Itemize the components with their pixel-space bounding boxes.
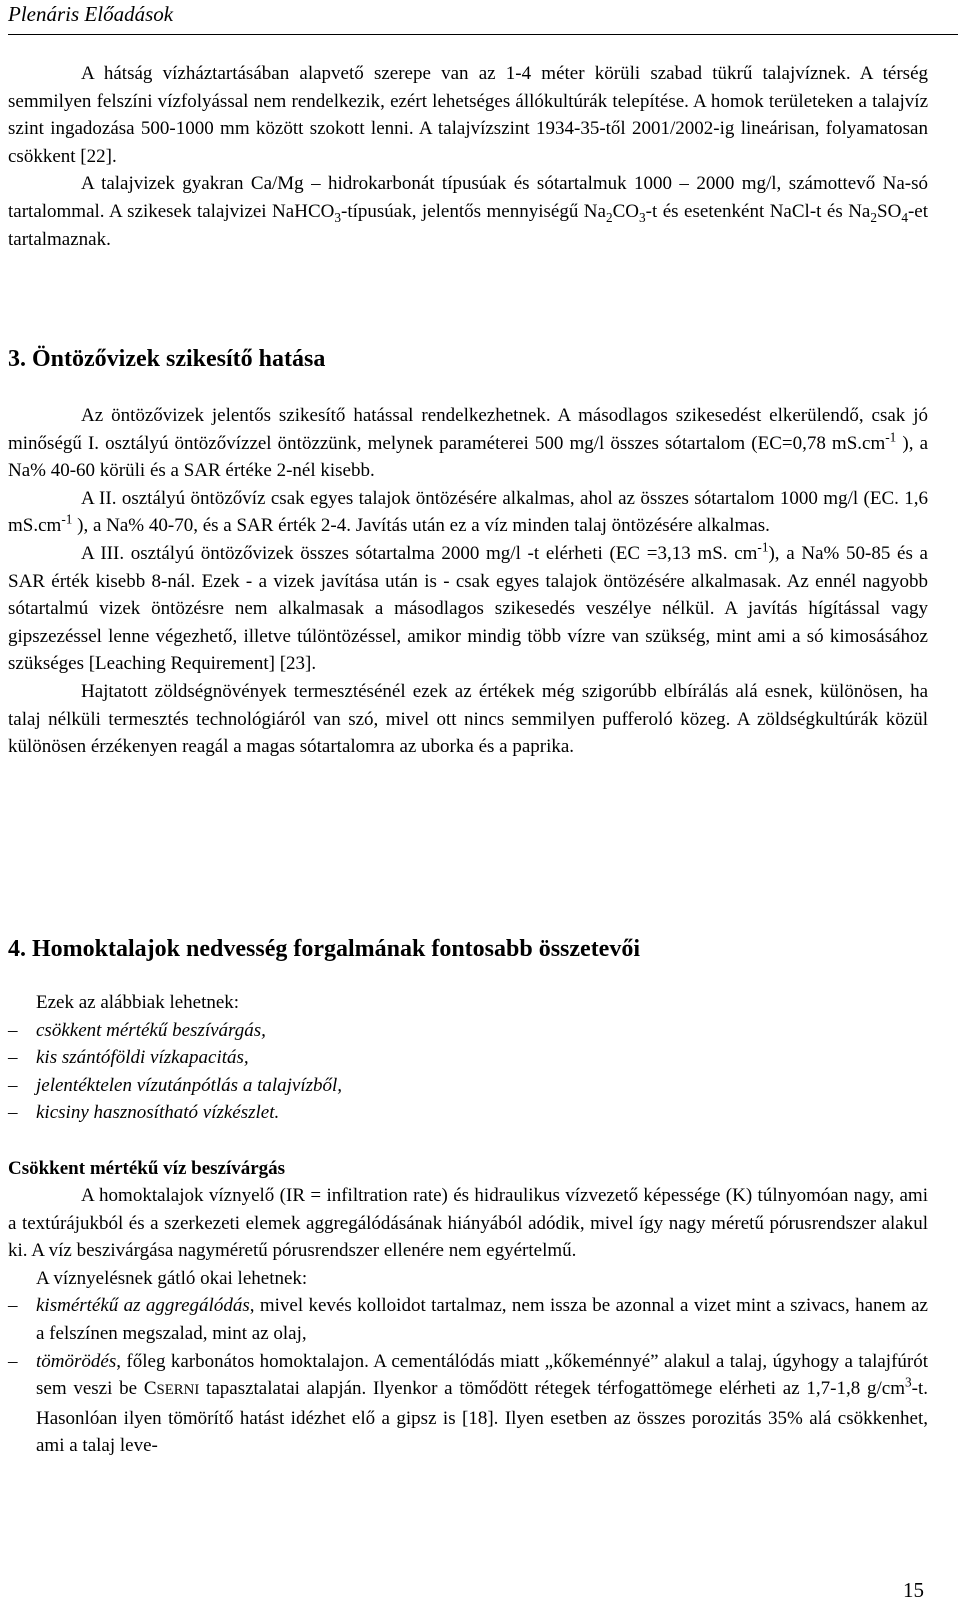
- paragraph: A talajvizek gyakran Ca/Mg – hidrokarbonát típusúak és sótartalmuk 1000 – 2000 mg/l, számottevő Na-só tartalommal. A szikesek talajvizei NaHCO$_3$-típusúak, jelentős mennyiségű $Na_2CO_3-t$ és esetenként NaCl-t és $Na_2SO_4-et$ tartalmaznak.: [8, 173, 929, 250]
- paragraph: Az öntözővizek jelentős szikesítő hatással rendelkezhetnek. A másodlagos szikesedést elkerülendő, csak jó minőségű I. osztályú öntözővízzel öntözzünk, melynek paraméterei 500 mg/l összes sótartalom (EC=0,78 $mS.cm^{-1}$ ), a Na% 40-60 körüli és a SAR értéke 2-nél kisebb.: [8, 405, 928, 482]
- subsection-heading: Csökkent mértékű víz beszívárgás: [8, 1158, 286, 1179]
- header-title: Plenáris Előadások: [8, 2, 174, 26]
- cause-list: [8, 1292, 928, 1460]
- list-item: – kicsiny hasznosítható vízkészlet.: [8, 1099, 928, 1127]
- section-3-text: [8, 402, 928, 761]
- section-heading: 4. Homoktalajok nedvesség forgalmának fontosabb összetevői: [8, 936, 641, 962]
- paragraph: Hajtatott zöldségnövények termesztésénél ezek az értékek még szigorúbb elbírálás alá esnek, különösen, ha talaj nélküli termesztés technológiáról van szó, mivel ott nincs semmilyen pufferoló közeg. A zöldségkultúrák közül különösen érzékenyen reagál a magas sótartalomra az uborka és a paprika.: [8, 680, 928, 758]
- paragraph: A hátság vízháztartásában alapvető szerepe van az 1-4 méter körüli szabad tükrű talajvíznek. A térség semmilyen felszíni vízfolyással nem rendelkezik, ezért lehetséges állókultúrák telepítése. A homok területeken a talajvíz szint ingadozása 500-1000 mm között szokott lenni. A talajvízszint 1934-35-től 2001/2002-ig lineárisan, folyamatosan csökkent [22].: [8, 63, 928, 167]
- page-header: [8, 0, 958, 35]
- paragraph: A III. osztályú öntözővizek összes sótartalma 2000 mg/l -t elérheti (EC =3,13 mS. $cm^{-1}$), a Na% 50-85 és a SAR érték kisebb 8-nál. Ezek - a vizek javítása után is - csak egyes talajok öntözésére alkalmasak. Az ennél nagyobb sótartalmú vizek öntözésre nem alkalmasak a másodlagos szikesedés veszélye nélkül. A javítás hígítással vagy gipszezéssel lenne végezhető, illetve túlöntözéssel, amikor mindig több vízre van szükség, mint ami a só kimosásához szükséges [Leaching Requirement] [23].: [8, 539, 928, 675]
- paragraph: A víznyelésnek gátló okai lehetnek:: [36, 1267, 308, 1289]
- list-intro: Ezek az alábbiak lehetnek:: [36, 992, 240, 1013]
- subsection: [8, 1155, 928, 1460]
- section-4-text: [8, 989, 928, 1127]
- section-heading: 3. Öntözővizek szikesítő hatása: [8, 346, 326, 372]
- list-item: – tömörödés, főleg karbonátos homoktalajon. A cementálódás miatt „kőkeménnyé” alakul a talaj, úgyhogy a talajfúrót sem veszi be CSERNI tapasztalatai alapján. Ilyenkor a tömődött rétegek térfogattömege elérheti az 1,7-1,8 $g/cm^3-t$. Hasonlóan ilyen tömörítő hatást idézhet elő a gipsz is [18]. Ilyen esetben az összes porozitás 35% alá csökkenhet, ami a talaj leve-: [8, 1348, 928, 1460]
- list-item: – kismértékű az aggregálódás, mivel kevés kolloidot tartalmaz, nem issza be azonnal a vizet mint a szivacs, hanem az a felszínen megszalad, mint az olaj,: [8, 1292, 928, 1347]
- list-item: – kis szántóföldi vízkapacitás,: [8, 1044, 928, 1072]
- list-item: – jelentéktelen vízutánpótlás a talajvízből,: [8, 1072, 928, 1100]
- paragraph: A homoktalajok víznyelő (IR = infiltration rate) és hidraulikus vízvezető képessége (K) túlnyomóan nagy, ami a textúrájukból és a szerkezeti elemek aggregálódásának hiányából adódik, mivel így nagy méretű pórusrendszer alakul ki. A víz beszivárgása nagyméretű pórusrendszer ellenére nem egyértelmű.: [8, 1185, 928, 1262]
- factor-list: [8, 1017, 928, 1127]
- section-3: [8, 344, 928, 374]
- section-4: [8, 934, 928, 964]
- paragraph: A II. osztályú öntözővíz csak egyes talajok öntözésére alkalmas, ahol az összes sótartalom 1000 mg/l (EC. 1,6 $mS.cm^{-1}$ ), a Na% 40-70, és a SAR érték 2-4. Javítás után ez a víz minden talaj öntözésére alkalmas.: [8, 487, 928, 537]
- section-2-text: [8, 60, 928, 253]
- list-item: – csökkent mértékű beszívárgás,: [8, 1017, 928, 1045]
- page-number: 15: [903, 1578, 924, 1602]
